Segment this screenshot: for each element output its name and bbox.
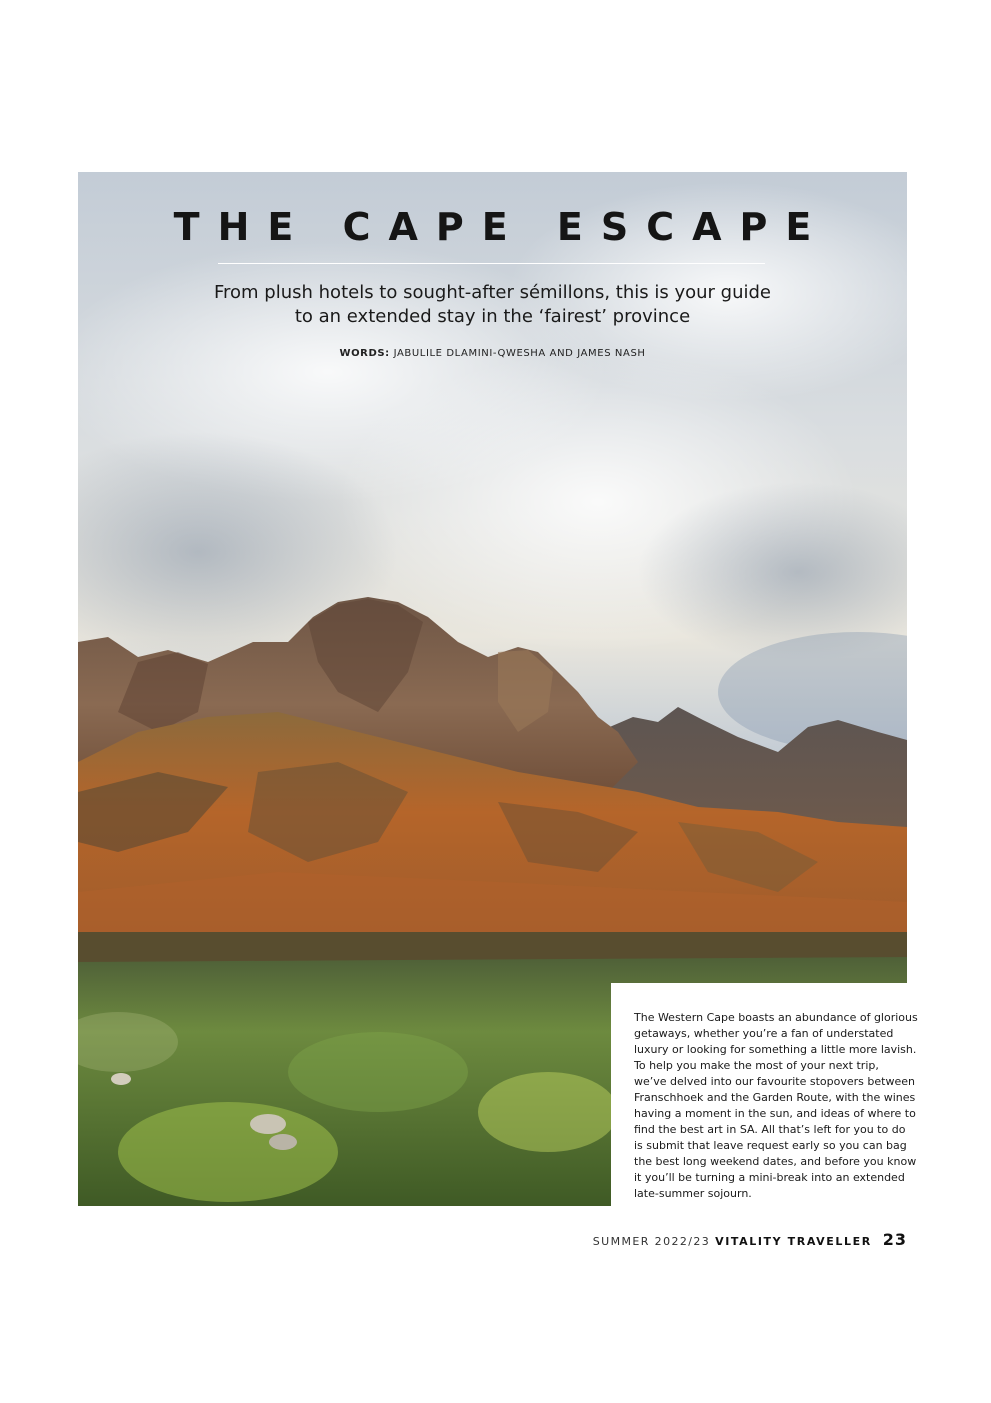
byline <box>200 348 785 359</box>
intro-line: The Western Cape boasts an abundance of glorious <box>634 1011 918 1024</box>
intro-line: it you’ll be turning a mini-break into an extended <box>634 1171 905 1184</box>
intro-line: getaways, whether you’re a fan of understated <box>634 1027 894 1040</box>
byline-authors: JABULILE DLAMINI-QWESHA AND JAMES NASH <box>393 348 646 359</box>
standfirst-line: to an extended stay in the ‘fairest’ province <box>294 306 691 327</box>
intro-line: luxury or looking for something a little more lavish. <box>634 1043 917 1056</box>
article-standfirst <box>200 281 785 329</box>
intro-line: late-summer sojourn. <box>634 1187 752 1200</box>
headline-rule <box>218 263 765 264</box>
intro-line: having a moment in the sun, and ideas of where to <box>634 1107 916 1120</box>
intro-line: To help you make the most of your next trip, <box>634 1059 879 1072</box>
folio-magazine-name: VITALITY TRAVELLER <box>715 1235 872 1248</box>
intro-paragraph <box>634 1010 918 1202</box>
intro-line: Franschhoek and the Garden Route, with the wines <box>634 1091 916 1104</box>
intro-line: the best long weekend dates, and before you know <box>634 1155 917 1168</box>
article-headline: THE CAPE ESCAPE <box>173 205 830 249</box>
intro-line: is submit that leave request early so you can bag <box>634 1139 907 1152</box>
standfirst-line: From plush hotels to sought-after sémillons, this is your guide <box>213 282 772 303</box>
folio-page-number: 23 <box>882 1230 907 1249</box>
page-folio <box>593 1230 907 1249</box>
intro-line: find the best art in SA. All that’s left for you to do <box>634 1123 906 1136</box>
intro-line: we’ve delved into our favourite stopovers between <box>634 1075 915 1088</box>
folio-issue: SUMMER 2022/23 <box>592 1235 711 1248</box>
byline-label: WORDS: <box>339 348 390 359</box>
